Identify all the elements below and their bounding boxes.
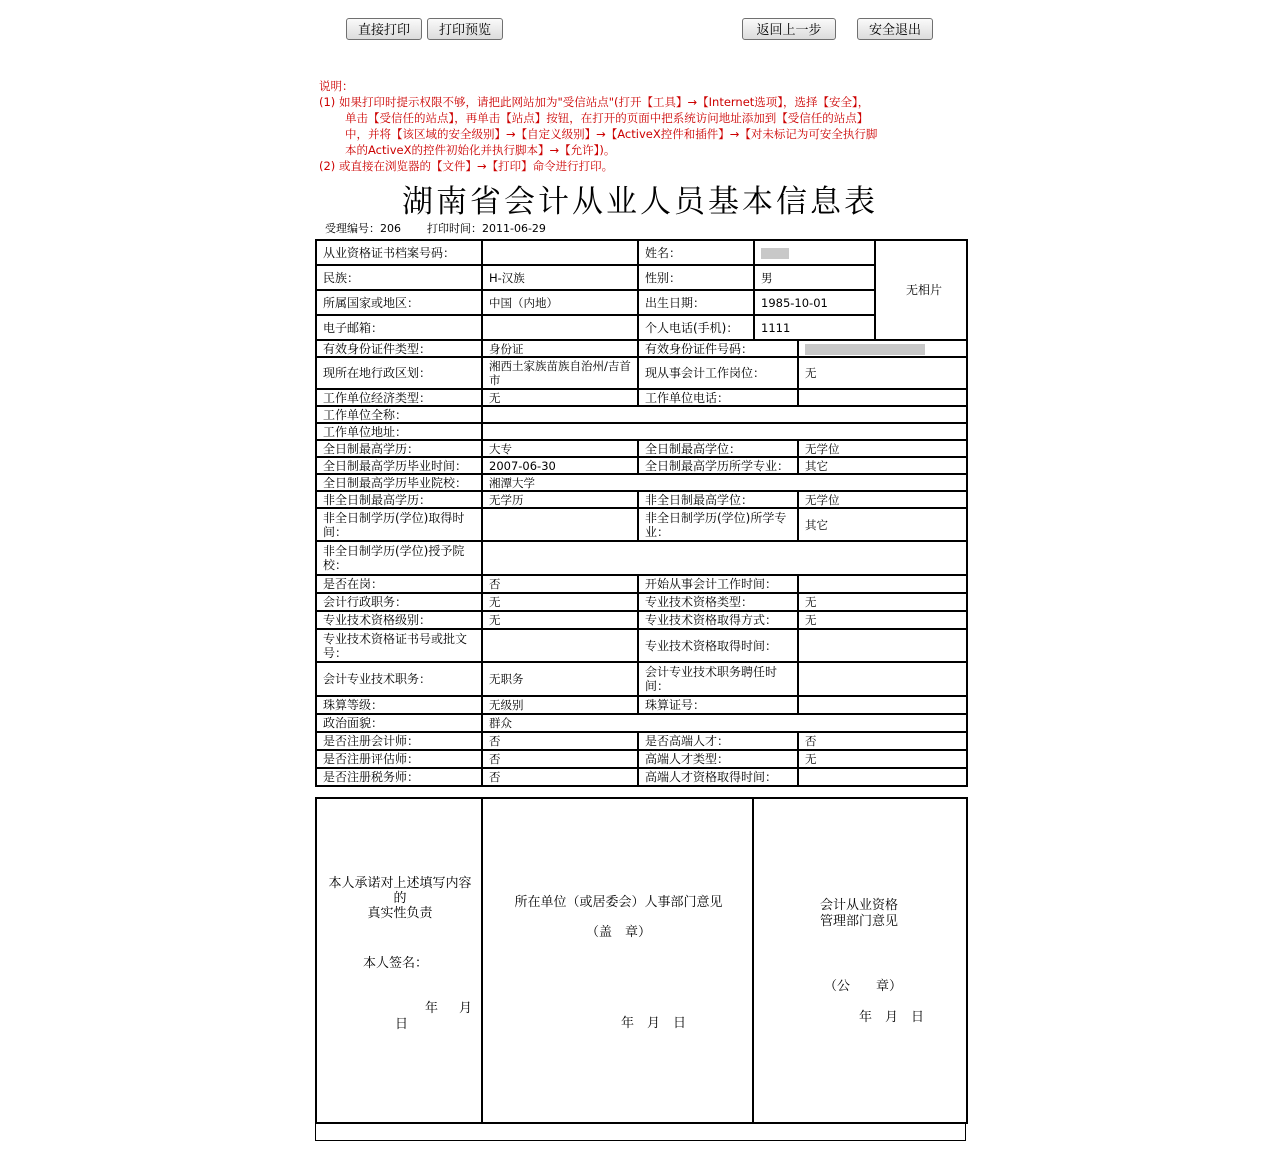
abacus-level-label: 珠算等级：: [316, 696, 482, 714]
cpa-value: 否: [482, 732, 638, 750]
table-row: [316, 389, 967, 406]
table-row: [316, 541, 967, 575]
self-line-2: 的: [393, 891, 407, 906]
notes-item-1-line-3: 中，并将【该区域的安全级别】→【自定义级别】→【ActiveX控件和插件】→【对未标记为可安全执行脚: [345, 127, 878, 141]
tech-cert-label: 专业技术资格证书号或批文号：: [316, 629, 482, 662]
admin-post-label: 会计行政职务：: [316, 593, 482, 611]
talent-type-value: 无: [798, 750, 967, 768]
mgmt-seal-label: （公 章）: [824, 979, 903, 994]
unit-name-label: 工作单位全称：: [316, 406, 482, 423]
talent-type-label: 高端人才类型：: [638, 750, 798, 768]
logout-button[interactable]: 安全退出: [857, 18, 933, 40]
pt-edu-label: 非全日制最高学历：: [316, 491, 482, 508]
table-row: [316, 768, 967, 786]
email-value: [482, 315, 638, 340]
ft-school-value: 湘潭大学: [482, 474, 967, 491]
notes-item-1-line-2: 单击【受信任的站点】，再单击【站点】按钮，在打开的页面中把系统访问地址添加到【受信任的站点】: [345, 111, 869, 125]
political-label: 政治面貌：: [316, 714, 482, 732]
unit-opinion-label: 所在单位（或居委会）人事部门意见: [514, 895, 723, 910]
cta-value: 否: [482, 768, 638, 786]
abacus-level-value: 无级别: [482, 696, 638, 714]
phone-value: 1111: [754, 315, 875, 340]
ft-grad-label: 全日制最高学历毕业时间：: [316, 457, 482, 474]
tech-way-label: 专业技术资格取得方式：: [638, 611, 798, 629]
birth-label: 出生日期：: [638, 290, 754, 315]
birth-value: 1985-10-01: [754, 290, 875, 315]
ethnic-label: 民族：: [316, 265, 482, 290]
cert-no-label: 从业资格证书档案号码：: [316, 240, 482, 265]
notes-item-2: (2) 或直接在浏览器的【文件】→【打印】命令进行打印。: [319, 159, 614, 173]
post-value: 无: [798, 357, 967, 389]
unit-name-value: [482, 406, 967, 423]
mgmt-opinion-cell: [753, 798, 967, 1123]
accept-no-label: 受理编号：: [325, 222, 380, 235]
print-time-label: 打印时间：: [427, 222, 482, 235]
start-time-label: 开始从事会计工作时间：: [638, 575, 798, 593]
ft-edu-label: 全日制最高学历：: [316, 440, 482, 457]
print-time: 2011-06-29: [482, 222, 546, 235]
table-row: [316, 629, 967, 662]
redacted-id-no: [805, 344, 925, 355]
info-table: [315, 239, 968, 787]
photo-placeholder: 无相片: [875, 240, 967, 340]
table-row: [316, 290, 967, 315]
pt-school-label: 非全日制学历(学位)授予院校：: [316, 541, 482, 575]
tech-type-value: 无: [798, 593, 967, 611]
print-direct-button[interactable]: 直接打印: [346, 18, 422, 40]
cpv-value: 否: [482, 750, 638, 768]
table-row: [316, 714, 967, 732]
pt-degree-label: 非全日制最高学位：: [638, 491, 798, 508]
unit-phone-value: [798, 389, 967, 406]
ethnic-value: H-汉族: [482, 265, 638, 290]
ft-grad-value: 2007-06-30: [482, 457, 638, 474]
table-row: [316, 696, 967, 714]
mgmt-opinion-text: [754, 898, 964, 930]
acc-appoint-label: 会计专业技术职务聘任时间：: [638, 662, 798, 696]
cert-no-value: [482, 240, 638, 265]
print-instructions: [319, 78, 919, 174]
acc-title-label: 会计专业技术职务：: [316, 662, 482, 696]
tech-level-label: 专业技术资格级别：: [316, 611, 482, 629]
back-button[interactable]: 返回上一步: [742, 18, 836, 40]
ft-edu-value: 大专: [482, 440, 638, 457]
abacus-no-label: 珠算证号：: [638, 696, 798, 714]
table-row: [316, 662, 967, 696]
region-label: 现所在地行政区划：: [316, 357, 482, 389]
unit-phone-label: 工作单位电话：: [638, 389, 798, 406]
print-preview-button[interactable]: 打印预览: [427, 18, 503, 40]
pt-major-value: 其它: [798, 508, 967, 541]
table-row: [316, 491, 967, 508]
notes-item-1: [319, 94, 919, 158]
pt-time-value: [482, 508, 638, 541]
gender-label: 性别：: [638, 265, 754, 290]
pt-time-label: 非全日制学历(学位)取得时间：: [316, 508, 482, 541]
table-row: [316, 357, 967, 389]
table-row: [316, 732, 967, 750]
tech-level-value: 无: [482, 611, 638, 629]
bottom-strip: [315, 1124, 966, 1141]
region-value: 湘西土家族苗族自治州/吉首市: [482, 357, 638, 389]
self-year: 年: [425, 1001, 439, 1016]
id-type-value: 身份证: [482, 340, 638, 357]
talent-label: 是否高端人才：: [638, 732, 798, 750]
email-label: 电子邮箱：: [316, 315, 482, 340]
self-line-1: 本人承诺对上述填写内容: [328, 876, 472, 891]
tech-time-label: 专业技术资格取得时间：: [638, 629, 798, 662]
self-sign-label: 本人签名：: [363, 956, 429, 971]
pt-school-value: [482, 541, 967, 575]
self-month: 月: [459, 1001, 473, 1016]
unit-type-value: 无: [482, 389, 638, 406]
self-commitment-cell: [316, 798, 482, 1123]
admin-post-value: 无: [482, 593, 638, 611]
country-label: 所属国家或地区：: [316, 290, 482, 315]
table-row: [316, 406, 967, 423]
talent-value: 否: [798, 732, 967, 750]
cpv-label: 是否注册评估师：: [316, 750, 482, 768]
ft-major-value: 其它: [798, 457, 967, 474]
abacus-no-value: [798, 696, 967, 714]
name-value: [754, 240, 875, 265]
table-row: [316, 423, 967, 440]
ft-major-label: 全日制最高学历所学专业：: [638, 457, 798, 474]
name-label: 姓名：: [638, 240, 754, 265]
on-post-label: 是否在岗：: [316, 575, 482, 593]
table-row: [316, 593, 967, 611]
mgmt-line-2: 管理部门意见: [819, 914, 898, 929]
country-value: 中国（内地）: [482, 290, 638, 315]
unit-opinion-cell: [482, 798, 753, 1123]
table-row: [316, 474, 967, 491]
cpa-label: 是否注册会计师：: [316, 732, 482, 750]
table-row: [316, 750, 967, 768]
table-row: [316, 457, 967, 474]
self-line-3: 真实性负责: [367, 906, 433, 921]
table-row: [316, 265, 967, 290]
pt-degree-value: 无学位: [798, 491, 967, 508]
unit-seal-label: （盖 章）: [585, 925, 651, 940]
cta-label: 是否注册税务师：: [316, 768, 482, 786]
ft-school-label: 全日制最高学历毕业院校：: [316, 474, 482, 491]
acc-title-value: 无职务: [482, 662, 638, 696]
table-row: [316, 508, 967, 541]
ft-degree-value: 无学位: [798, 440, 967, 457]
mgmt-date-label: 年 月 日: [859, 1010, 925, 1025]
tech-cert-value: [482, 629, 638, 662]
table-row: [316, 315, 967, 340]
gender-value: 男: [754, 265, 875, 290]
unit-addr-label: 工作单位地址：: [316, 423, 482, 440]
table-row: [316, 440, 967, 457]
post-label: 现从事会计工作岗位：: [638, 357, 798, 389]
table-row: [316, 240, 967, 265]
table-row: [316, 611, 967, 629]
acc-appoint-value: [798, 662, 967, 696]
table-row: [316, 340, 967, 357]
document-title: 湖南省会计从业人员基本信息表: [402, 184, 878, 220]
unit-addr-value: [482, 423, 967, 440]
phone-label: 个人电话(手机)：: [638, 315, 754, 340]
tech-way-value: 无: [798, 611, 967, 629]
tech-type-label: 专业技术资格类型：: [638, 593, 798, 611]
id-no-label: 有效身份证件号码：: [638, 340, 798, 357]
tech-time-value: [798, 629, 967, 662]
start-time-value: [798, 575, 967, 593]
meta-line: [325, 220, 546, 236]
talent-time-value: [798, 768, 967, 786]
pt-major-label: 非全日制学历(学位)所学专业：: [638, 508, 798, 541]
notes-heading: 说明：: [319, 79, 354, 93]
notes-item-1-line-1: (1) 如果打印时提示权限不够，请把此网站加为"受信站点"(打开【工具】→【Internet选项】，选择【安全】，: [319, 95, 870, 109]
self-commitment-text: [317, 876, 483, 921]
self-day: 日: [395, 1017, 409, 1032]
id-no-value: [798, 340, 967, 357]
pt-edu-value: 无学历: [482, 491, 638, 508]
on-post-value: 否: [482, 575, 638, 593]
political-value: 群众: [482, 714, 967, 732]
signature-table: [315, 797, 968, 1124]
table-row: [316, 575, 967, 593]
unit-date-label: 年 月 日: [621, 1016, 687, 1031]
notes-item-1-line-4: 本的ActiveX的控件初始化并执行脚本】→【允许】)。: [345, 143, 616, 157]
unit-type-label: 工作单位经济类型：: [316, 389, 482, 406]
id-type-label: 有效身份证件类型：: [316, 340, 482, 357]
redacted-name: [761, 248, 789, 259]
mgmt-line-1: 会计从业资格: [819, 898, 898, 913]
accept-no: 206: [380, 222, 401, 235]
talent-time-label: 高端人才资格取得时间：: [638, 768, 798, 786]
ft-degree-label: 全日制最高学位：: [638, 440, 798, 457]
